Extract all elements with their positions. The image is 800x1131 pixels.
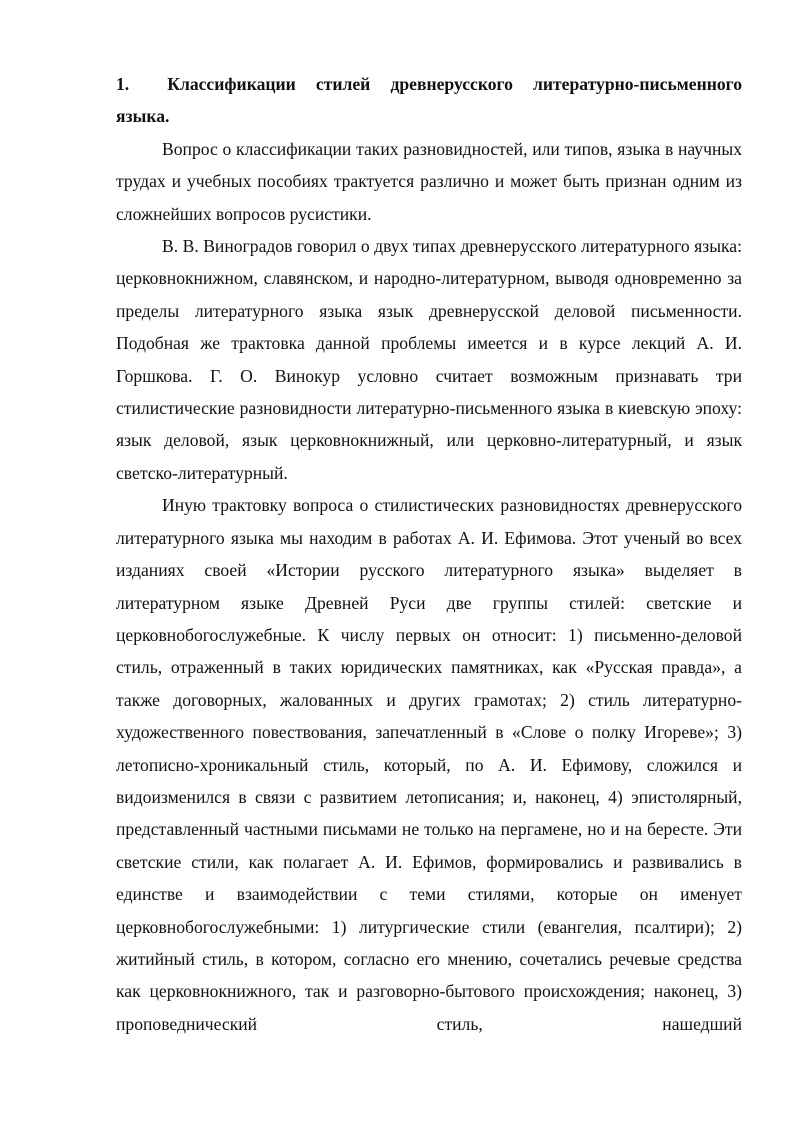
section-heading [116, 68, 742, 133]
section-number: 1. [116, 74, 130, 94]
paragraph-3: Иную трактовку вопроса о стилистических разновидностях древнерусского литературного языка мы находим в работах А. И. Ефимова. Этот ученый во всех изданиях своей «Истории русского литературного языка» выделяет в литературном языке Древней Руси две группы стилей: светские и церковнобогослужебные. К числу первых он относит: 1) письменно-деловой стиль, отраженный в таких юридических памятниках, как «Русская правда», а также договорных, жалованных и других грамотах; 2) стиль литературно-художественного повествования, запечатленный в «Слове о полку Игореве»; 3) летописно-хроникальный стиль, который, по А. И. Ефимову, сложился и видоизменился в связи с развитием летописания; и, наконец, 4) эпистолярный, представленный частными письмами не только на пергамене, но и на бересте. Эти светские стили, как полагает А. И. Ефимов, формировались и развивались в единстве и взаимодействии с теми стилями, которые он именует церковнобогослужебными: 1) литургические стили (евангелия, псалтири); 2) житийный стиль, в котором, согласно его мнению, сочетались речевые средства как церковнокнижного, так и разговорно-бытового происхождения; наконец, 3) проповеднический стиль, нашедший [116, 495, 742, 1034]
paragraph-1: Вопрос о классификации таких разновидностей, или типов, языка в научных трудах и учебных пособиях трактуется различно и может быть признан одним из сложнейших вопросов русистики. [116, 138, 742, 224]
paragraph-2: В. В. Виноградов говорил о двух типах древнерусского литературного языка: церковнокнижном, славянском, и народно-литературном, выводя одновременно за пределы литературного языка язык древнерусской деловой письменности. Подобная же трактовка данной проблемы имеется и в курсе лекций А. И. Горшкова. Г. О. Винокур условно считает возможным признавать три стилистические разновидности литературно-письменного языка в киевскую эпоху: язык деловой, язык церковнокнижный, или церковно-литературный, и язык светско-литературный. [116, 236, 742, 483]
section-title: Классификации стилей древнерусского литературно-письменного языка. [116, 74, 742, 127]
